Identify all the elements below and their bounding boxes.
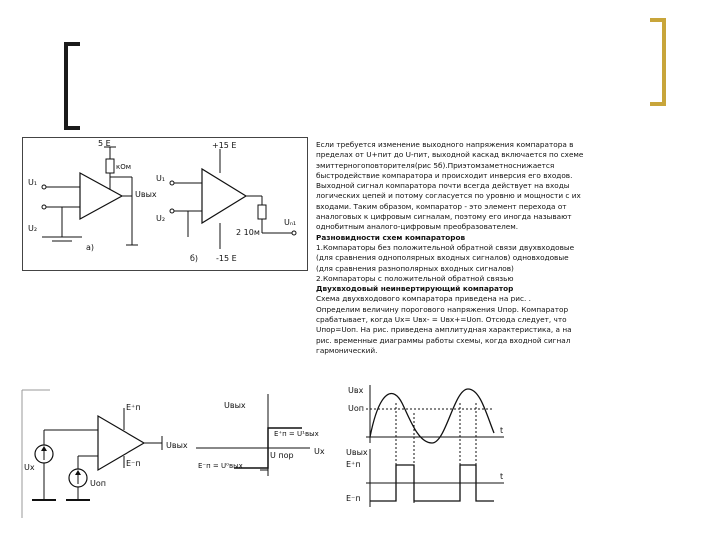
body-text-line: аналоговых к цифровым сигналам, поэтому его иногда называют (316, 212, 572, 222)
body-text-line: Uпор=Uоп. На рис. приведена амплитудная характеристика, а на (316, 325, 572, 335)
comparator-schematics-figure (22, 137, 308, 271)
input-axis-label: Uвх (348, 386, 364, 395)
high-level-equation: E⁺п = U¹вых (274, 430, 319, 438)
supply-b-pos-label: +15 E (212, 141, 237, 150)
figure-frame (23, 138, 308, 271)
supply-a-label: 5 E (98, 139, 111, 148)
section-heading: Двухвходовый неинвертирующий компаратор (316, 284, 514, 294)
transfer-characteristic-figure (194, 392, 340, 478)
resistor-b-label: 2 10м (236, 228, 260, 237)
supply-neg-label: E⁻п (126, 459, 141, 468)
transfer-characteristic-svg (194, 392, 340, 478)
reference-voltage-label: Uоп (90, 479, 106, 488)
supply-pos-label: E⁺п (126, 403, 141, 412)
axis-output-label: Uвых (224, 401, 246, 410)
comparator-description-text (316, 140, 642, 356)
low-level-equation: E⁻п = U⁰вых (198, 462, 243, 470)
body-text-line: гармонический. (316, 345, 378, 355)
body-text-line: пределах от U+пит до U-пит, выходной каскад включается по схеме (316, 150, 584, 160)
supply-b-neg-label: -15 E (216, 254, 237, 263)
input-u2-a-label: U₂ (28, 224, 38, 233)
resistor-a-label: кОм (116, 163, 132, 171)
body-text-line: Определим величину порогового напряжения Uпор. Компаратор (316, 304, 569, 314)
output-high-label: E⁺п (346, 460, 361, 469)
body-text-line: Если требуется изменение выходного напряжения компаратора в (316, 140, 574, 149)
timing-diagrams-figure (344, 383, 512, 509)
input-ux-label: Ux (24, 463, 35, 472)
body-text-line: Выходной сигнал компаратора почти всегда действует на входы (316, 181, 570, 191)
comparator-a-triangle (80, 173, 122, 219)
two-input-comparator-svg (20, 388, 200, 524)
schematic-b-caption: б) (190, 254, 199, 263)
input-signal-wave (370, 389, 494, 443)
body-text-line: (для сравнения разнополярных входных сигналов) (316, 263, 514, 273)
body-text-line: входами. Таким образом, компаратор - это элемент перехода от (316, 201, 567, 211)
input-u1-a-label: U₁ (28, 178, 38, 187)
output-label: Uвых (166, 441, 188, 450)
output-axis-label: Uвых (346, 448, 368, 457)
axis-input-label: Ux (314, 447, 325, 456)
input-u2-b-label: U₂ (156, 214, 166, 223)
output-b-label: Uₙ₁ (284, 218, 297, 227)
time-axis-label-top: t (500, 426, 504, 435)
section-heading: Разновидности схем компараторов (316, 232, 466, 242)
body-text-line: Схема двухвходового компаратора приведена на рис. . (316, 294, 531, 304)
body-text-line: (для сравнения однополярных входных сигналов) одновходовые (316, 253, 569, 263)
reference-axis-label: Uоп (348, 404, 364, 413)
body-text-line: однобитным аналого-цифровым преобразователем. (316, 222, 519, 232)
output-low-label: E⁻п (346, 494, 361, 503)
body-text-line: быстродействие компаратора и происходит инверсия его входов. (316, 170, 573, 180)
output-a-label: Uвых (135, 190, 157, 199)
left-decorative-bracket (64, 42, 80, 130)
input-u1-b-label: U₁ (156, 174, 166, 183)
two-input-comparator-circuit (20, 388, 200, 524)
body-text-line: срабатывает, когда Uх= Uвх- = Uвх+=Uоп. Отсюда следует, что (316, 315, 567, 325)
body-text-line: логических цепей и потому согласуется по уровню и мощности с их (316, 191, 581, 201)
body-text-line: 1.Компараторы без положительной обратной связи двухвходовые (316, 242, 575, 252)
right-decorative-bracket (650, 18, 666, 106)
comparator-schematics-svg (22, 137, 308, 271)
schematic-a-caption: а) (86, 243, 95, 252)
body-text-line: рис. временные диаграммы работы схемы, когда входной сигнал (316, 335, 571, 345)
body-text-line: 2.Компараторы с положительной обратной связью (316, 273, 514, 283)
comparator-b-triangle (202, 169, 246, 223)
threshold-label: U пор (270, 451, 294, 460)
body-text-line: эмиттерногоповторителя(рис 5б).Приэтомзаметноснижается (316, 160, 555, 170)
timing-diagrams-svg (344, 383, 512, 509)
time-axis-label-bottom: t (500, 472, 504, 481)
